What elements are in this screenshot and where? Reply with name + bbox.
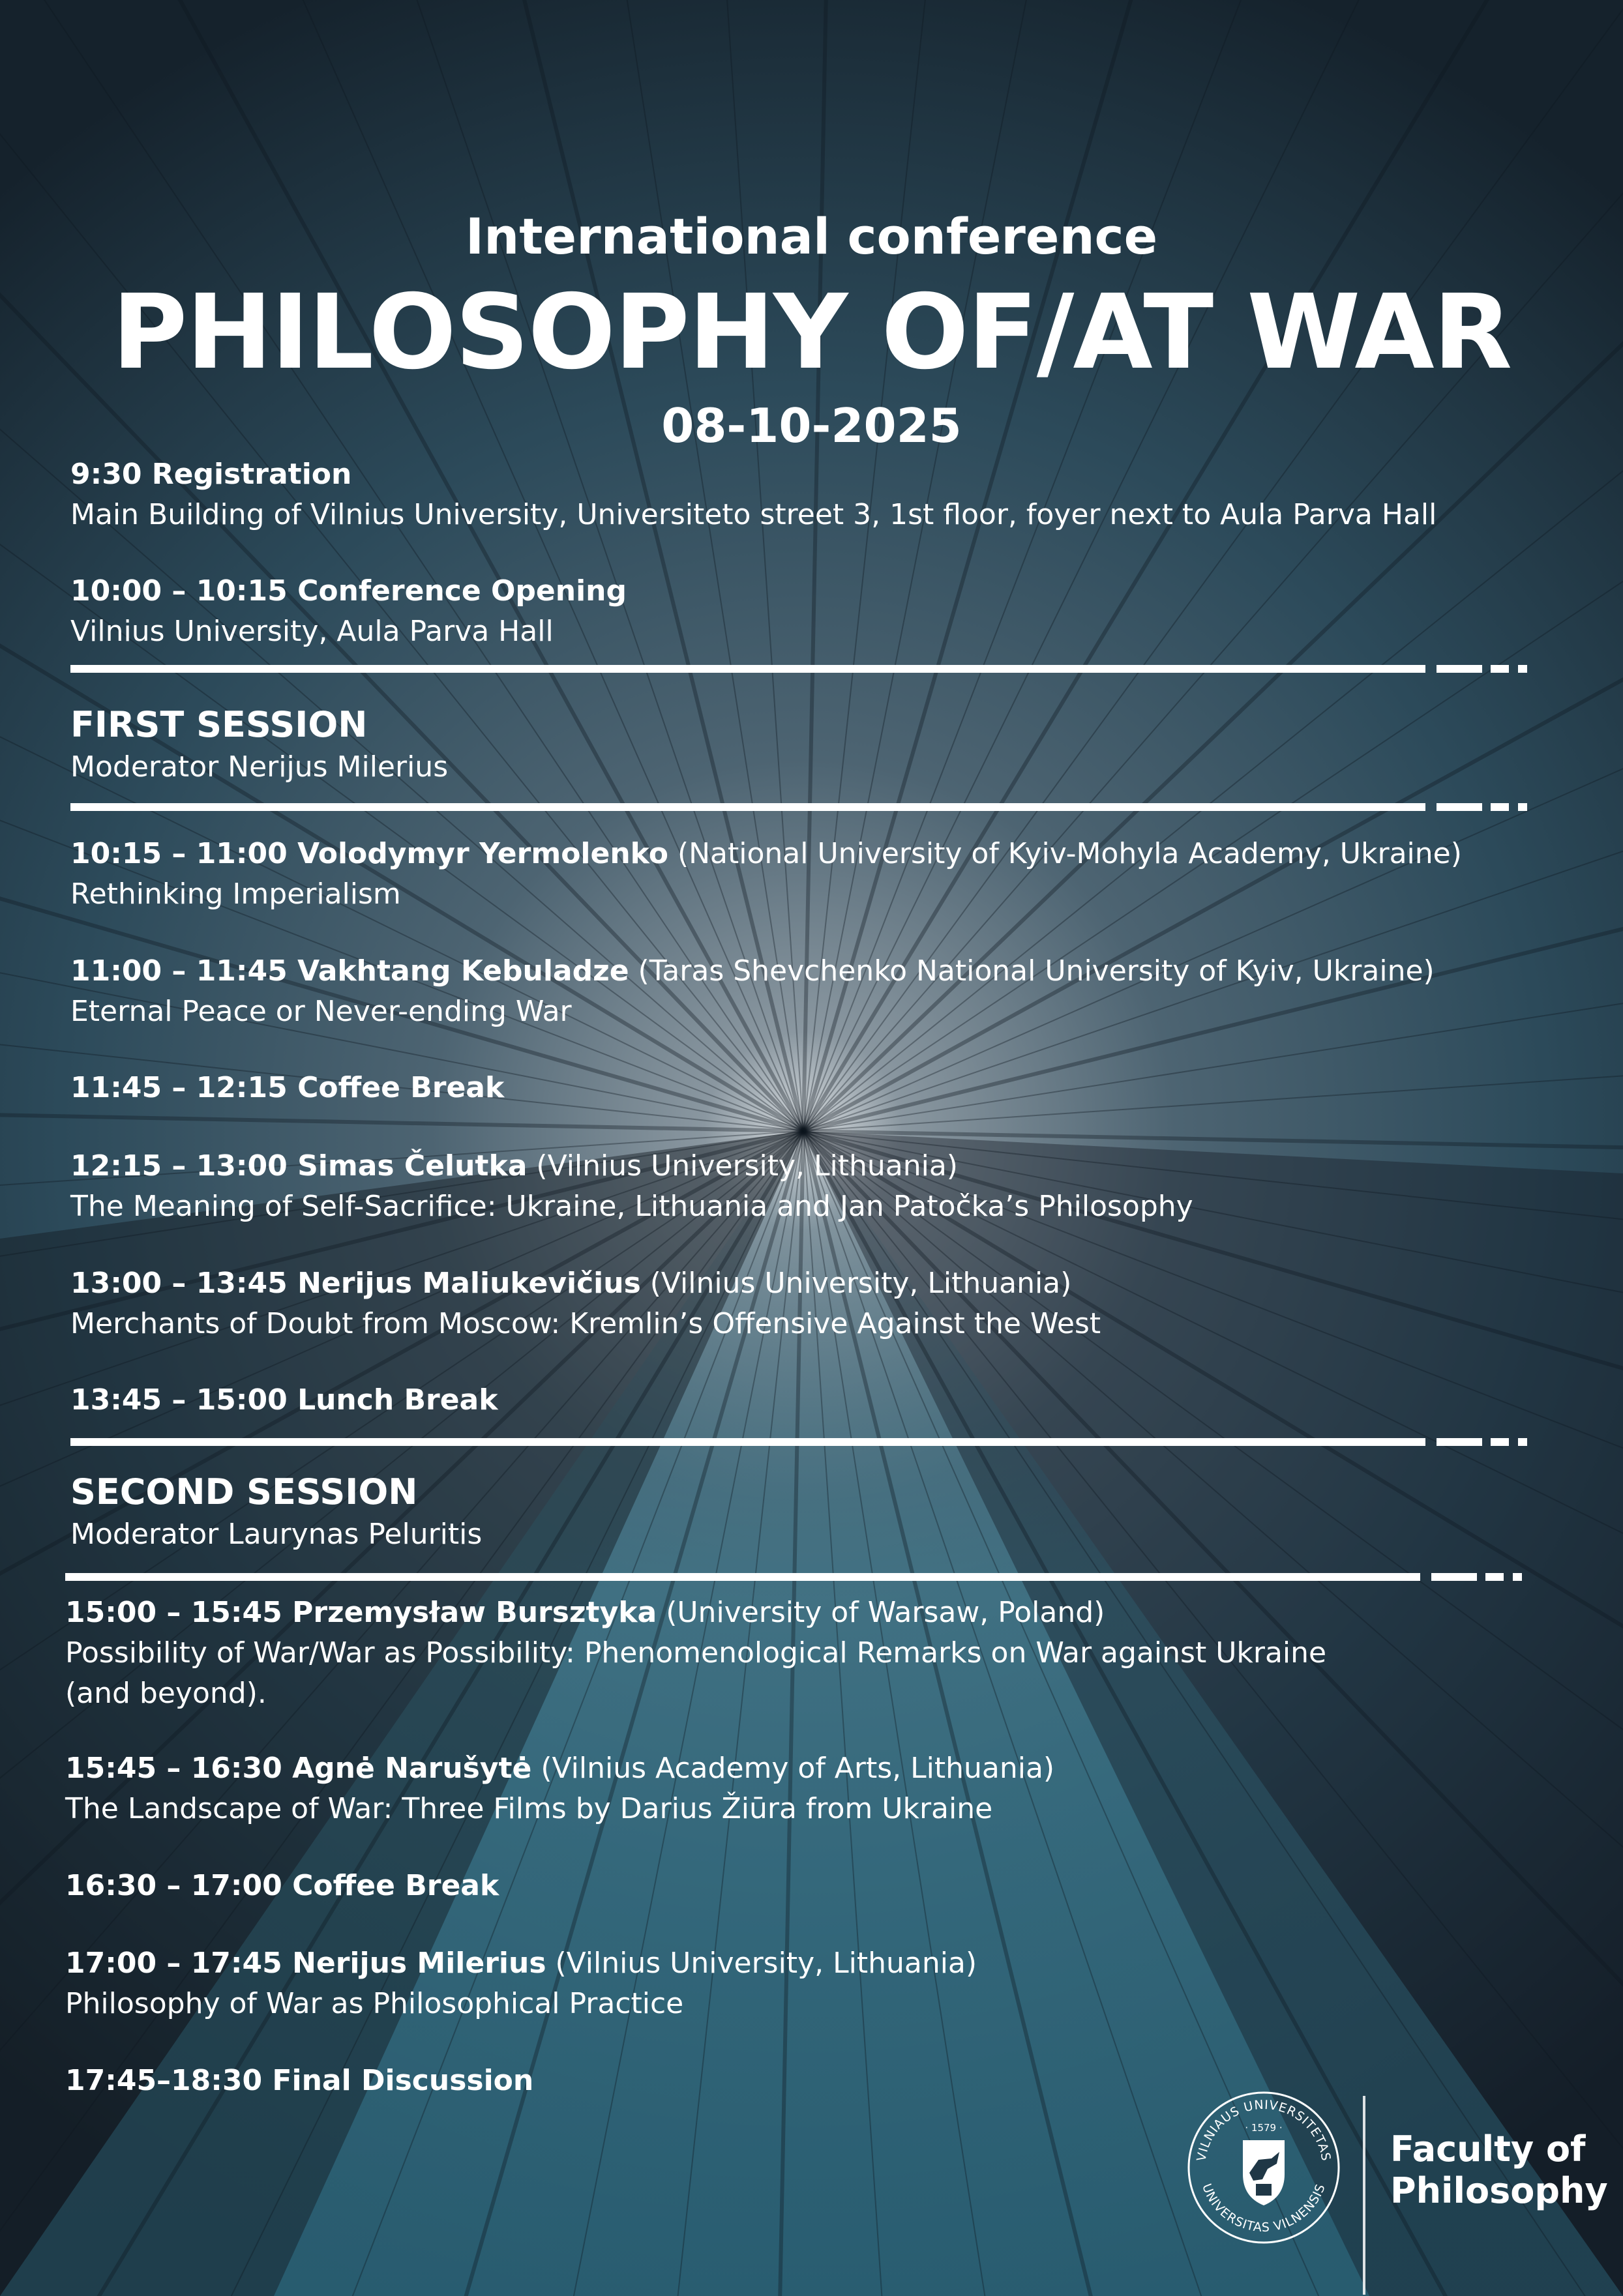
talk-title-continued: (and beyond). [65, 1677, 267, 1710]
talk-heading: 12:15 – 13:00 Simas Čelutka [70, 1149, 528, 1183]
item-detail: Vilnius University, Aula Parva Hall [70, 615, 554, 648]
talk-title: The Landscape of War: Three Films by Darius Žiūra from Ukraine [65, 1792, 993, 1825]
talk-affiliation: (University of Warsaw, Poland) [657, 1596, 1105, 1629]
talk-yermolenko [70, 834, 1462, 915]
session-moderator: Moderator Laurynas Peluritis [70, 1518, 483, 1551]
item-heading: 13:45 – 15:00 Lunch Break [70, 1383, 498, 1417]
second-session [70, 1470, 482, 1555]
talk-narusyte [65, 1748, 1054, 1829]
talk-affiliation: (Taras Shevchenko National University of Kyiv, Ukraine) [629, 954, 1435, 988]
item-heading: 10:00 – 10:15 Conference Opening [70, 574, 627, 608]
item-heading: 11:45 – 12:15 Coffee Break [70, 1071, 505, 1104]
talk-maliukevicius [70, 1263, 1101, 1344]
talk-heading: 11:00 – 11:45 Vakhtang Kebuladze [70, 954, 629, 988]
faculty-line2: Philosophy [1390, 2170, 1608, 2211]
talk-title: Rethinking Imperialism [70, 877, 401, 911]
item-heading: 17:45–18:30 Final Discussion [65, 2064, 534, 2097]
session-moderator: Moderator Nerijus Milerius [70, 750, 449, 784]
conference-title: PHILOSOPHY OF/AT WAR [112, 272, 1511, 392]
talk-heading: 13:00 – 13:45 Nerijus Maliukevičius [70, 1267, 641, 1300]
seal-text-top: VILNIAUS UNIVERSITETAS [1194, 2097, 1333, 2162]
coffee-break-2 [65, 1866, 499, 1906]
lunch-break [70, 1380, 498, 1420]
talk-affiliation: (National University of Kyiv-Mohyla Academy, Ukraine) [668, 837, 1462, 870]
session-title: FIRST SESSION [70, 704, 368, 745]
talk-heading: 10:15 – 11:00 Volodymyr Yermolenko [70, 837, 668, 870]
talk-heading: 15:00 – 15:45 Przemysław Bursztyka [65, 1596, 657, 1629]
conference-subtitle: International conference [465, 207, 1158, 265]
talk-heading: 17:00 – 17:45 Nerijus Milerius [65, 1947, 546, 1980]
seal-year: · 1579 · [1245, 2122, 1283, 2134]
schedule-opening [70, 571, 627, 652]
talk-affiliation: (Vilnius University, Lithuania) [527, 1149, 958, 1183]
talk-bursztyka [65, 1593, 1326, 1714]
seal-emblem-icon [1243, 2140, 1285, 2205]
talk-title: Philosophy of War as Philosophical Practice [65, 1987, 684, 2020]
footer-divider-line [1363, 2096, 1365, 2295]
talk-title: The Meaning of Self-Sacrifice: Ukraine, Lithuania and Jan Patočka’s Philosophy [70, 1190, 1193, 1223]
schedule-registration [70, 454, 1437, 535]
first-session [70, 703, 448, 787]
university-seal-logo [1185, 2089, 1342, 2246]
coffee-break-1 [70, 1068, 504, 1108]
item-heading: 16:30 – 17:00 Coffee Break [65, 1869, 499, 1902]
talk-kebuladze [70, 951, 1435, 1032]
talk-affiliation: (Vilnius University, Lithuania) [640, 1267, 1072, 1300]
talk-affiliation: (Vilnius University, Lithuania) [546, 1947, 977, 1980]
talk-affiliation: (Vilnius Academy of Arts, Lithuania) [531, 1752, 1055, 1785]
faculty-name [1390, 2128, 1608, 2212]
conference-date: 08-10-2025 [661, 398, 962, 453]
talk-milerius [65, 1943, 977, 2024]
final-discussion [65, 2061, 533, 2101]
talk-title: Eternal Peace or Never-ending War [70, 995, 572, 1028]
talk-celutka [70, 1146, 1193, 1227]
talk-title: Possibility of War/War as Possibility: Phenomenological Remarks on War against Ukraine [65, 1636, 1327, 1670]
session-title: SECOND SESSION [70, 1471, 418, 1512]
faculty-line1: Faculty of [1390, 2128, 1586, 2170]
seal-text-bottom: UNIVERSITAS VILNENSIS [1199, 2181, 1328, 2235]
talk-title: Merchants of Doubt from Moscow: Kremlin’s Offensive Against the West [70, 1307, 1101, 1340]
talk-heading: 15:45 – 16:30 Agnė Narušytė [65, 1752, 532, 1785]
item-heading: 9:30 Registration [70, 458, 352, 491]
item-detail: Main Building of Vilnius University, Universiteto street 3, 1st floor, foyer next to Aula Parva Hall [70, 498, 1437, 531]
